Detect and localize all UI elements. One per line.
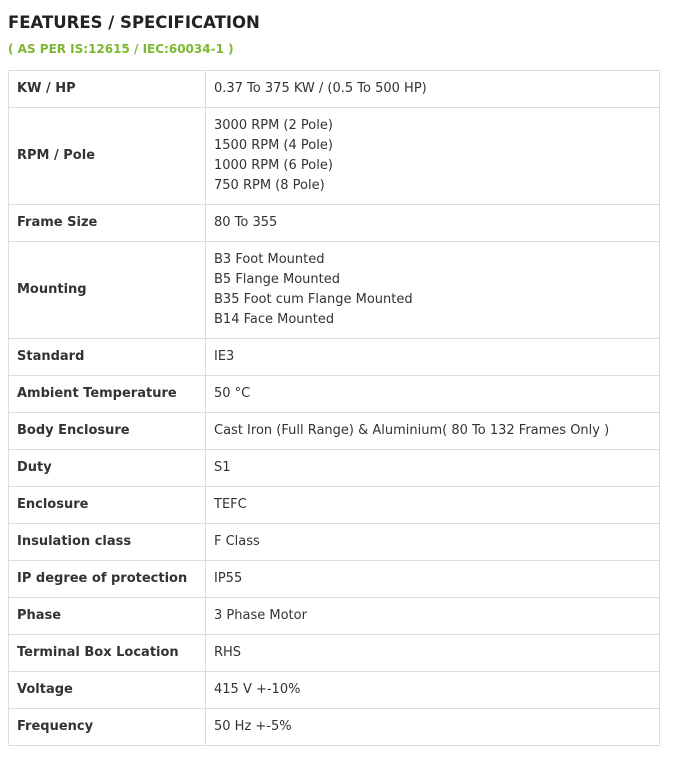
spec-value	[206, 376, 660, 413]
spec-value-line: Cast Iron (Full Range) & Aluminium( 80 To 132 Frames Only )	[214, 423, 610, 438]
spec-value-line: TEFC	[214, 497, 247, 512]
table-row	[9, 413, 660, 450]
spec-value-line: IP55	[214, 571, 243, 586]
spec-value-line: B3 Foot Mounted	[214, 252, 325, 267]
spec-value-line: 1000 RPM (6 Pole)	[214, 158, 333, 173]
spec-value	[206, 635, 660, 672]
table-row	[9, 598, 660, 635]
spec-value-line: S1	[214, 460, 231, 475]
spec-value-line: 415 V +-10%	[214, 682, 301, 697]
specification-table	[8, 70, 660, 746]
table-row	[9, 450, 660, 487]
table-row	[9, 635, 660, 672]
spec-label: IP degree of protection	[9, 561, 206, 598]
spec-label: KW / HP	[9, 71, 206, 108]
page-title: FEATURES / SPECIFICATION	[8, 13, 260, 32]
spec-value	[206, 524, 660, 561]
spec-value-line: B35 Foot cum Flange Mounted	[214, 292, 413, 307]
spec-value	[206, 598, 660, 635]
spec-label: Terminal Box Location	[9, 635, 206, 672]
table-row	[9, 524, 660, 561]
spec-value-line: B14 Face Mounted	[214, 312, 335, 327]
spec-value	[206, 450, 660, 487]
spec-value-line: F Class	[214, 534, 260, 549]
spec-label: Duty	[9, 450, 206, 487]
spec-value-line: 3 Phase Motor	[214, 608, 307, 623]
spec-label: Insulation class	[9, 524, 206, 561]
table-row	[9, 561, 660, 598]
spec-value-line: 50 °C	[214, 386, 251, 401]
spec-label: Phase	[9, 598, 206, 635]
spec-label: Enclosure	[9, 487, 206, 524]
table-row	[9, 487, 660, 524]
spec-value-line: 50 Hz +-5%	[214, 719, 292, 734]
spec-value-line: 1500 RPM (4 Pole)	[214, 138, 333, 153]
table-row	[9, 339, 660, 376]
spec-value	[206, 672, 660, 709]
spec-label: Standard	[9, 339, 206, 376]
spec-label: Voltage	[9, 672, 206, 709]
spec-label: Frequency	[9, 709, 206, 746]
spec-value	[206, 561, 660, 598]
spec-value-line: 80 To 355	[214, 215, 278, 230]
spec-value-line: IE3	[214, 349, 235, 364]
spec-label: Ambient Temperature	[9, 376, 206, 413]
spec-label: RPM / Pole	[9, 108, 206, 205]
spec-value	[206, 242, 660, 339]
spec-value	[206, 205, 660, 242]
table-row	[9, 205, 660, 242]
spec-value	[206, 108, 660, 205]
spec-value-line: 0.37 To 375 KW / (0.5 To 500 HP)	[214, 81, 427, 96]
table-row	[9, 672, 660, 709]
spec-value-line: 750 RPM (8 Pole)	[214, 178, 325, 193]
table-row	[9, 709, 660, 746]
table-row	[9, 108, 660, 205]
table-row	[9, 242, 660, 339]
spec-label: Frame Size	[9, 205, 206, 242]
spec-value	[206, 71, 660, 108]
spec-value-line: B5 Flange Mounted	[214, 272, 340, 287]
standard-note: ( AS PER IS:12615 / IEC:60034-1 )	[8, 42, 234, 56]
spec-value-line: RHS	[214, 645, 242, 660]
spec-value	[206, 709, 660, 746]
spec-value	[206, 413, 660, 450]
spec-value-line: 3000 RPM (2 Pole)	[214, 118, 333, 133]
table-row	[9, 376, 660, 413]
spec-value	[206, 487, 660, 524]
spec-label: Mounting	[9, 242, 206, 339]
table-row	[9, 71, 660, 108]
spec-value	[206, 339, 660, 376]
spec-label: Body Enclosure	[9, 413, 206, 450]
